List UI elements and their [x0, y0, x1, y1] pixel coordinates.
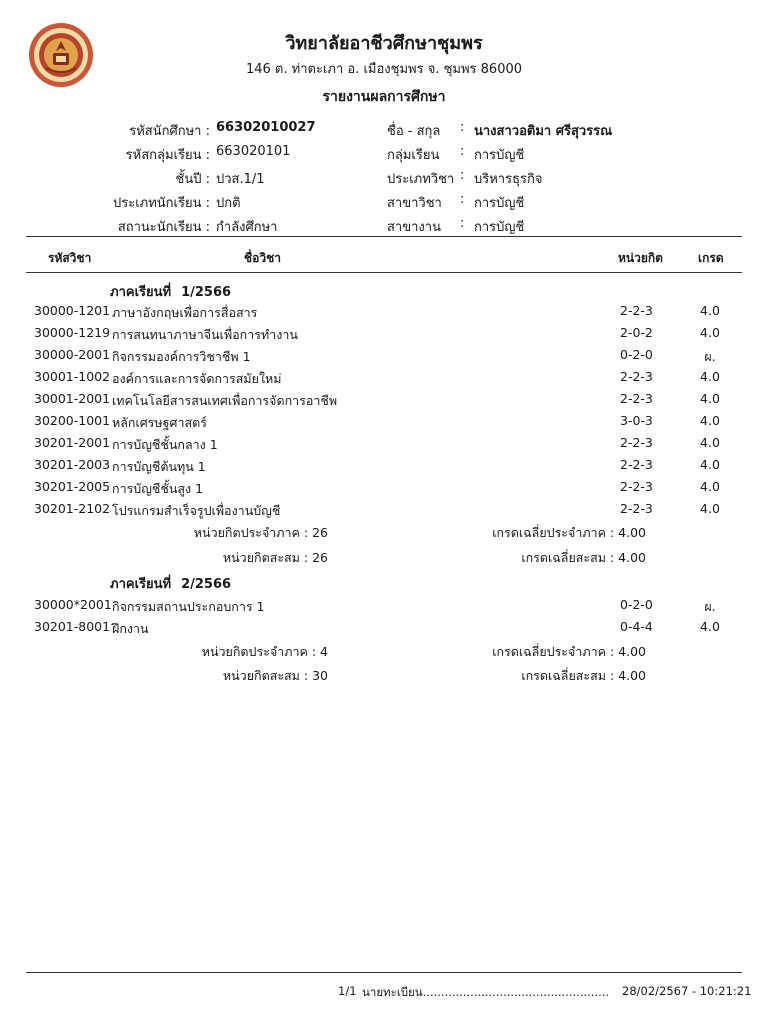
course-row: [0, 347, 768, 369]
report-title: รายงานผลการศึกษา: [322, 89, 446, 105]
term-gpa-value: 4.00: [618, 525, 646, 540]
course-name: การบัญชีชั้นสูง 1: [112, 481, 204, 496]
semester-label: ภาคเรียนที่: [110, 577, 172, 592]
course-code: 30000-1219: [34, 325, 111, 340]
cum-credit-summary: [223, 548, 328, 568]
course-grade: 4.0: [700, 619, 720, 634]
branch-label: สาขางาน: [387, 220, 441, 235]
course-grade: 4.0: [700, 325, 720, 340]
course-name: การบัญชีชั้นกลาง 1: [112, 437, 218, 452]
course-name: หลักเศรษฐศาสตร์: [112, 415, 207, 430]
name-colon: :: [460, 120, 465, 135]
major-colon: :: [460, 192, 465, 207]
course-grade: 4.0: [700, 457, 720, 472]
cum-credit-value: 30: [312, 668, 328, 683]
course-grade: 4.0: [700, 303, 720, 318]
course-credit: 2-0-2: [620, 325, 653, 340]
group-code-value: 663020101: [216, 144, 291, 159]
level-label: ชั้นปี :: [175, 172, 210, 187]
course-code: 30201-8001: [34, 619, 111, 634]
cum-gpa-label: เกรดเฉลี่ยสะสม :: [521, 550, 615, 565]
course-grade: 4.0: [700, 391, 720, 406]
cum-credit-label: หน่วยกิตสะสม :: [222, 668, 309, 683]
course-name: การบัญชีต้นทุน 1: [112, 459, 206, 474]
footer-rule: [26, 972, 742, 973]
course-name: องค์การและการจัดการสมัยใหม่: [112, 371, 282, 386]
course-code: 30001-2001: [34, 391, 111, 406]
course-credit: 2-2-3: [620, 501, 653, 516]
course-credit: 2-2-3: [620, 369, 653, 384]
student-id-value: 66302010027: [216, 120, 316, 135]
term-gpa-label: เกรดเฉลี่ยประจำภาค :: [492, 525, 615, 540]
student-id-label: รหัสนักศึกษา :: [129, 124, 210, 139]
course-row: [0, 597, 768, 619]
course-name: การสนทนาภาษาจีนเพื่อการทำงาน: [112, 327, 298, 342]
term-gpa-value: 4.00: [618, 644, 646, 659]
course-code: 30000*2001: [34, 597, 112, 612]
table-top-rule: [26, 236, 742, 237]
course-credit: 2-2-3: [620, 457, 653, 472]
course-type-colon: :: [460, 168, 465, 183]
course-grade: ผ.: [704, 349, 716, 364]
course-grade: 4.0: [700, 479, 720, 494]
group-code-label: รหัสกลุ่มเรียน :: [125, 148, 210, 163]
name-value: นางสาวอติมา ศรีสุวรรณ: [474, 124, 613, 139]
course-grade: ผ.: [704, 599, 716, 614]
term-credit-value: 26: [312, 525, 328, 540]
semester-term: 1/2566: [181, 285, 232, 300]
major-value: การบัญชี: [474, 196, 525, 211]
name-label: ชื่อ - สกุล: [387, 124, 441, 139]
course-credit: 2-2-3: [620, 391, 653, 406]
col-header-code: รหัสวิชา: [48, 251, 92, 265]
course-row: [0, 391, 768, 413]
course-credit: 2-2-3: [620, 479, 653, 494]
course-name: ฝึกงาน: [112, 621, 149, 636]
col-header-credit: หน่วยกิต: [618, 251, 663, 265]
branch-colon: :: [460, 216, 465, 231]
course-row: [0, 413, 768, 435]
course-name: ภาษาอังกฤษเพื่อการสื่อสาร: [112, 305, 258, 320]
group-colon: :: [460, 144, 465, 159]
cum-credit-summary: [223, 666, 328, 686]
course-grade: 4.0: [700, 435, 720, 450]
student-status-value: กำลังศึกษา: [216, 220, 278, 235]
course-code: 30000-1201: [34, 303, 111, 318]
group-label: กลุ่มเรียน: [387, 148, 440, 163]
table-header-rule: [26, 272, 742, 273]
course-credit: 0-2-0: [620, 347, 653, 362]
course-grade: 4.0: [700, 413, 720, 428]
cum-gpa-label: เกรดเฉลี่ยสะสม :: [521, 668, 615, 683]
term-gpa-summary: [492, 642, 646, 662]
course-name: เทคโนโลยีสารสนเทศเพื่อการจัดการอาชีพ: [112, 393, 338, 408]
course-row: [0, 325, 768, 347]
student-type-label: ประเภทนักเรียน :: [113, 196, 210, 211]
page-number: 1/1: [338, 984, 357, 998]
course-code: 30200-1001: [34, 413, 111, 428]
course-row: [0, 457, 768, 479]
term-credit-summary: [202, 642, 328, 662]
col-header-grade: เกรด: [698, 251, 724, 265]
course-type-value: บริหารธุรกิจ: [474, 172, 543, 187]
semester-title: [110, 281, 231, 302]
course-name: กิจกรรมองค์การวิชาชีพ 1: [112, 349, 251, 364]
course-credit: 2-2-3: [620, 435, 653, 450]
major-label: สาขาวิชา: [387, 196, 442, 211]
course-name: กิจกรรมสถานประกอบการ 1: [112, 599, 265, 614]
semester-term: 2/2566: [181, 577, 232, 592]
col-header-name: ชื่อวิชา: [244, 251, 281, 265]
course-code: 30201-2102: [34, 501, 111, 516]
course-code: 30201-2005: [34, 479, 111, 494]
course-row: [0, 501, 768, 523]
course-code: 30201-2001: [34, 435, 111, 450]
course-row: [0, 479, 768, 501]
cum-credit-label: หน่วยกิตสะสม :: [222, 550, 309, 565]
term-gpa-label: เกรดเฉลี่ยประจำภาค :: [492, 644, 615, 659]
course-code: 30201-2003: [34, 457, 111, 472]
course-code: 30001-1002: [34, 369, 111, 384]
term-gpa-summary: [492, 523, 646, 543]
term-credit-value: 4: [320, 644, 328, 659]
level-value: ปวส.1/1: [216, 172, 265, 187]
student-status-label: สถานะนักเรียน :: [117, 220, 210, 235]
course-row: [0, 435, 768, 457]
term-credit-label: หน่วยกิตประจำภาค :: [193, 525, 309, 540]
cum-gpa-value: 4.00: [618, 668, 646, 683]
group-value: การบัญชี: [474, 148, 525, 163]
printed-timestamp: 28/02/2567 - 10:21:21: [622, 984, 752, 998]
term-credit-label: หน่วยกิตประจำภาค :: [201, 644, 317, 659]
college-name: วิทยาลัยอาชีวศึกษาชุมพร: [285, 33, 483, 54]
semester-title: [110, 573, 231, 594]
student-type-value: ปกติ: [216, 196, 241, 211]
course-type-label: ประเภทวิชา: [387, 172, 455, 187]
course-name: โปรแกรมสำเร็จรูปเพื่องานบัญชี: [112, 503, 281, 518]
registrar-signature-line: นายทะเบียน...................................................: [362, 985, 610, 999]
semester-label: ภาคเรียนที่: [110, 285, 172, 300]
cum-gpa-value: 4.00: [618, 550, 646, 565]
cum-gpa-summary: [521, 548, 646, 568]
course-grade: 4.0: [700, 501, 720, 516]
course-grade: 4.0: [700, 369, 720, 384]
course-row: [0, 303, 768, 325]
term-credit-summary: [194, 523, 328, 543]
course-credit: 0-4-4: [620, 619, 653, 634]
course-code: 30000-2001: [34, 347, 111, 362]
course-credit: 0-2-0: [620, 597, 653, 612]
course-row: [0, 619, 768, 641]
course-credit: 3-0-3: [620, 413, 653, 428]
course-row: [0, 369, 768, 391]
cum-gpa-summary: [521, 666, 646, 686]
cum-credit-value: 26: [312, 550, 328, 565]
course-credit: 2-2-3: [620, 303, 653, 318]
branch-value: การบัญชี: [474, 220, 525, 235]
college-address: 146 ต. ท่าตะเภา อ. เมืองชุมพร จ. ชุมพร 86000: [245, 62, 523, 77]
